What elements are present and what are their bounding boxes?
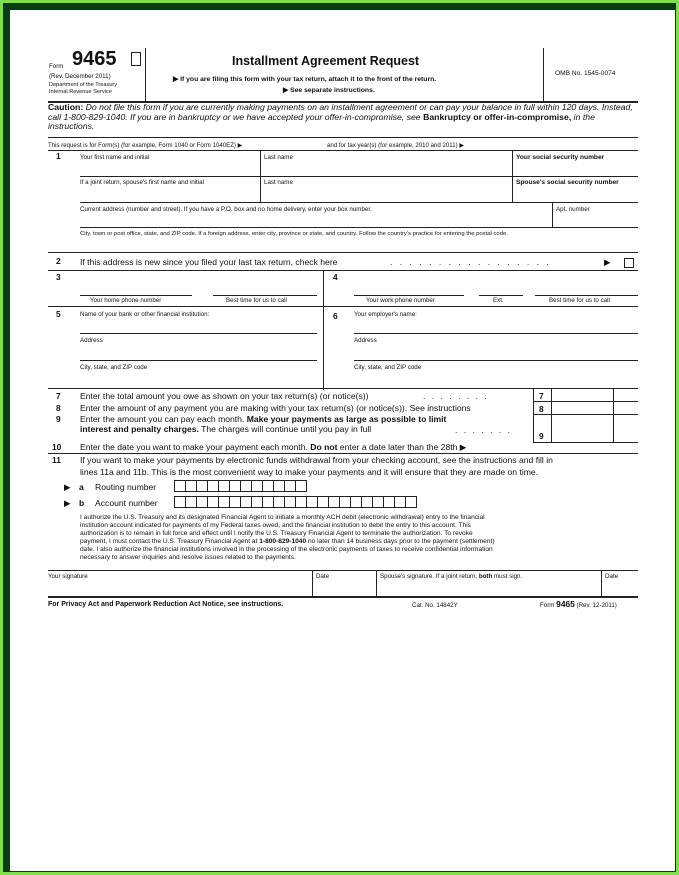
routing-number-label: Routing number — [95, 482, 157, 492]
last-name-label: Last name — [264, 154, 293, 161]
bank-address-label: Address — [80, 337, 103, 344]
privacy-act-notice: For Privacy Act and Paperwork Reduction Act Notice, see instructions. — [48, 601, 284, 608]
form-page: Form 9465 (Rev. December 2011) Department of the Treasury Internal Revenue Service Installment Agreement Request ▶ If you are filing this form with your tax return, attach it to the front of the return. ▶ See separate instructions. OMB No. 1545-0074 Caution: Do not file this form if you are currently making payments on an installment agreement or can pay your balance in full within 120 days. Instead, call 1-800-829-1040. If you are in bankruptcy or we have accepted your offer-in-compromise, see Bankruptcy or offer-in-compromise, in the instructions. This request is for Form(s) (for example, Form 1040 or Form 1040EZ) ▶ and for tax year(s) (for example, 2010 and 2011) ▶ 1 Your first name and initial Last name Your social security number If a joint return, spouse's first name and initial Last name Spouse's social security number Current address (number and street). If you have a P.O. box and no home delivery, enter your box number. Apt. number City, town or post office, state, and ZIP code. If a foreign address, enter city, province or state, and country. Follow the country's practice for entering the postal code. 2 If this address is new since you filed your last tax return, check here . . . . . . . . . . . . . . . . . ▶ 3 Your home phone number Best time for us to call 4 Your work phone number Ext. Best time for us to call 5 Name of your bank or other financial institution: Address City, state, and ZIP code 6 Your employer's name: Address City, state, and ZIP code 7 Enter the total amount you owe as shown on your tax return(s) (or notice(s)) . . . . . . . . 7 8 Enter the amount of any payment you are making with your tax return(s) (or notice(s)). See instructions 8 9 Enter the amount you can pay each month. Make your payments as large as possible to limit interest and penalty charges. The charges will continue until you pay in full . . . . . . . 9 10 Enter the date you want to make your payment each month. Do not enter a date later than the 28th ▶ 11 If you want to make your payments by electronic funds withdrawal from your checking account, see the instructions and fill in lines 11a and 11b. This is the most convenient way to make your payments and it will ensure that they are made on time. ▶ a Routing number ▶ b Account number I authorize the U.S. Treasury and its designated Financial Agent to initiate a monthly ACH debit (electronic withdrawal) entry to the financial institution account indicated for payments of my Federal taxes owed, and the financial institution to debit the entry to this account. This authorization is to remain in full force and effect until I notify the U.S. Treasury Financial Agent to terminate the authorization. To revoke payment, I must contact the U.S. Treasury Financial Agent at 1-800-829-1040 no later than 14 business days prior to the payment (settlement) date. I also authorize the financial institutions involved in the processing of the electronic payments of taxes to receive confidential information necessary to answer inquiries and resolve issues related to the payments. Your signature Date Spouse's signature. If a joint return, both must sign. Date For Privacy Act and Paperwork Reduction Act Notice, see instructions. Cat. No. 14842Y Form 9465 (Rev. 12-2011) — [10, 10, 675, 871]
arrow-icon: ▶ — [64, 482, 71, 492]
payment-with-return-label: Enter the amount of any payment you are making with your tax return(s) (or notice(s)). See instructions — [80, 403, 471, 413]
employer-address-label: Address — [354, 337, 377, 344]
form-footer-id: Form 9465 (Rev. 12-2011) — [540, 599, 617, 609]
home-phone-label: Your home phone number — [90, 297, 162, 304]
omb-number: OMB No. 1545-0074 — [555, 70, 616, 77]
attach-instruction: ▶ If you are filing this form with your tax return, attach it to the front of the return. — [173, 76, 437, 83]
bank-name-label: Name of your bank or other financial institution: — [80, 311, 210, 318]
ach-authorization-text: I authorize the U.S. Treasury and its designated Financial Agent to initiate a monthly ACH debit (electronic withdrawal) entry to the financial institution account indicated for payments of my Federal taxes owed, and the financial institution to debit the entry to this account. This authorization is to remain in full force and effect until I notify the U.S. Treasury Financial Agent to terminate the authorization. To revoke payment, I must contact the U.S. Treasury Financial Agent at 1-800-829-1040 no later than 14 business days prior to the payment (settlement) date. I also authorize the financial institutions involved in the processing of the electronic payments of taxes to receive confidential information necessary to answer inquiries and resolve issues related to the payments. — [80, 514, 495, 561]
see-instructions: ▶ See separate instructions. — [283, 87, 375, 94]
work-best-time-label: Best time for us to call — [549, 297, 610, 304]
line-11a-letter: a — [79, 482, 84, 492]
form-number: 9465 — [72, 48, 117, 70]
line-9-box-label: 9 — [539, 431, 544, 441]
payment-date-label: Enter the date you want to make your payment each month. Do not enter a date later than the 28th ▶ — [80, 442, 467, 452]
date-label: Date — [316, 573, 330, 580]
spouse-signature-label: Spouse's signature. If a joint return, both must sign. — [380, 573, 523, 580]
city-label: City, town or post office, state, and ZIP code. If a foreign address, enter city, province or state, and country. Follow the country's practice for entering the postal code. — [80, 231, 508, 237]
revision-date: (Rev. December 2011) — [49, 73, 111, 80]
ssn-label: Your social security number — [516, 154, 605, 161]
line-2-number: 2 — [56, 256, 61, 266]
form-label: Form — [49, 63, 64, 70]
monthly-payment-label: Enter the amount you can pay each month. Make your payments as large as possible to limit interest and penalty charges. The charges will continue until you pay in full — [80, 414, 447, 434]
extension-label: Ext. — [493, 297, 504, 304]
caution-paragraph: Caution: Do not file this form if you are currently making payments on an installment agreement or can pay your balance in full within 120 days. Instead, call 1-800-829-1040. If you are in bankruptcy or we have accepted your offer-in-compromise, see Bankruptcy or offer-in-compromise, in the instructions. — [48, 102, 633, 132]
routing-number-field[interactable] — [174, 480, 306, 492]
spouse-first-name-label: If a joint return, spouse's first name and initial — [80, 179, 204, 186]
line-7-number: 7 — [56, 391, 61, 401]
catalog-number: Cat. No. 14842Y — [412, 602, 458, 609]
line-3-number: 3 — [56, 272, 61, 282]
line-8-number: 8 — [56, 403, 61, 413]
total-owed-label: Enter the total amount you owe as shown on your tax return(s) (or notice(s)) — [80, 391, 369, 401]
line-9-number: 9 — [56, 414, 61, 424]
bank-city-label: City, state, and ZIP code — [80, 364, 148, 371]
line-8-box-label: 8 — [539, 404, 544, 414]
line-4-number: 4 — [333, 272, 338, 282]
agency-name: Internal Revenue Service — [49, 89, 112, 95]
address-change-label: If this address is new since you filed your last tax return, check here — [80, 257, 338, 267]
line-7-box-label: 7 — [539, 391, 544, 401]
spouse-date-label: Date — [605, 573, 619, 580]
page-title: Installment Agreement Request — [232, 54, 420, 68]
line-6-number: 6 — [333, 311, 338, 321]
your-signature-label: Your signature — [48, 573, 88, 580]
efw-instruction-line-1: If you want to make your payments by electronic funds withdrawal from your checking account, see the instructions and fill in — [80, 455, 553, 465]
spouse-last-name-label: Last name — [264, 179, 293, 186]
line-1-number: 1 — [56, 151, 61, 161]
work-phone-label: Your work phone number — [366, 297, 435, 304]
spouse-ssn-label: Spouse's social security number — [516, 179, 619, 186]
address-label: Current address (number and street). If you have a P.O. box and no home delivery, enter your box number. — [80, 206, 372, 213]
account-number-field[interactable] — [174, 496, 416, 508]
arrow-icon: ▶ — [64, 498, 71, 508]
request-forms-label: This request is for Form(s) (for example, Form 1040 or Form 1040EZ) ▶ — [48, 142, 243, 149]
caution-label: Caution: — [48, 102, 84, 112]
apt-number-label: Apt. number — [556, 206, 590, 213]
line-11b-letter: b — [79, 498, 85, 508]
arrow-icon: ▶ — [604, 257, 611, 267]
line-5-number: 5 — [56, 309, 61, 319]
department-name: Department of the Treasury — [49, 82, 118, 88]
efw-instruction-line-2: lines 11a and 11b. This is the most convenient way to make your payments and it will ensure that they are made on time. — [80, 467, 539, 477]
employer-city-label: City, state, and ZIP code — [354, 364, 422, 371]
employer-name-label: Your employer's name: — [354, 311, 417, 318]
request-years-label: and for tax year(s) (for example, 2010 and 2011) ▶ — [327, 142, 465, 149]
line-11-number: 11 — [52, 455, 61, 465]
address-change-checkbox[interactable] — [624, 258, 634, 268]
form-number-checkbox — [131, 52, 141, 66]
home-best-time-label: Best time for us to call — [226, 297, 287, 304]
line-10-number: 10 — [52, 442, 62, 452]
account-number-label: Account number — [95, 498, 158, 508]
first-name-label: Your first name and initial — [80, 154, 150, 161]
